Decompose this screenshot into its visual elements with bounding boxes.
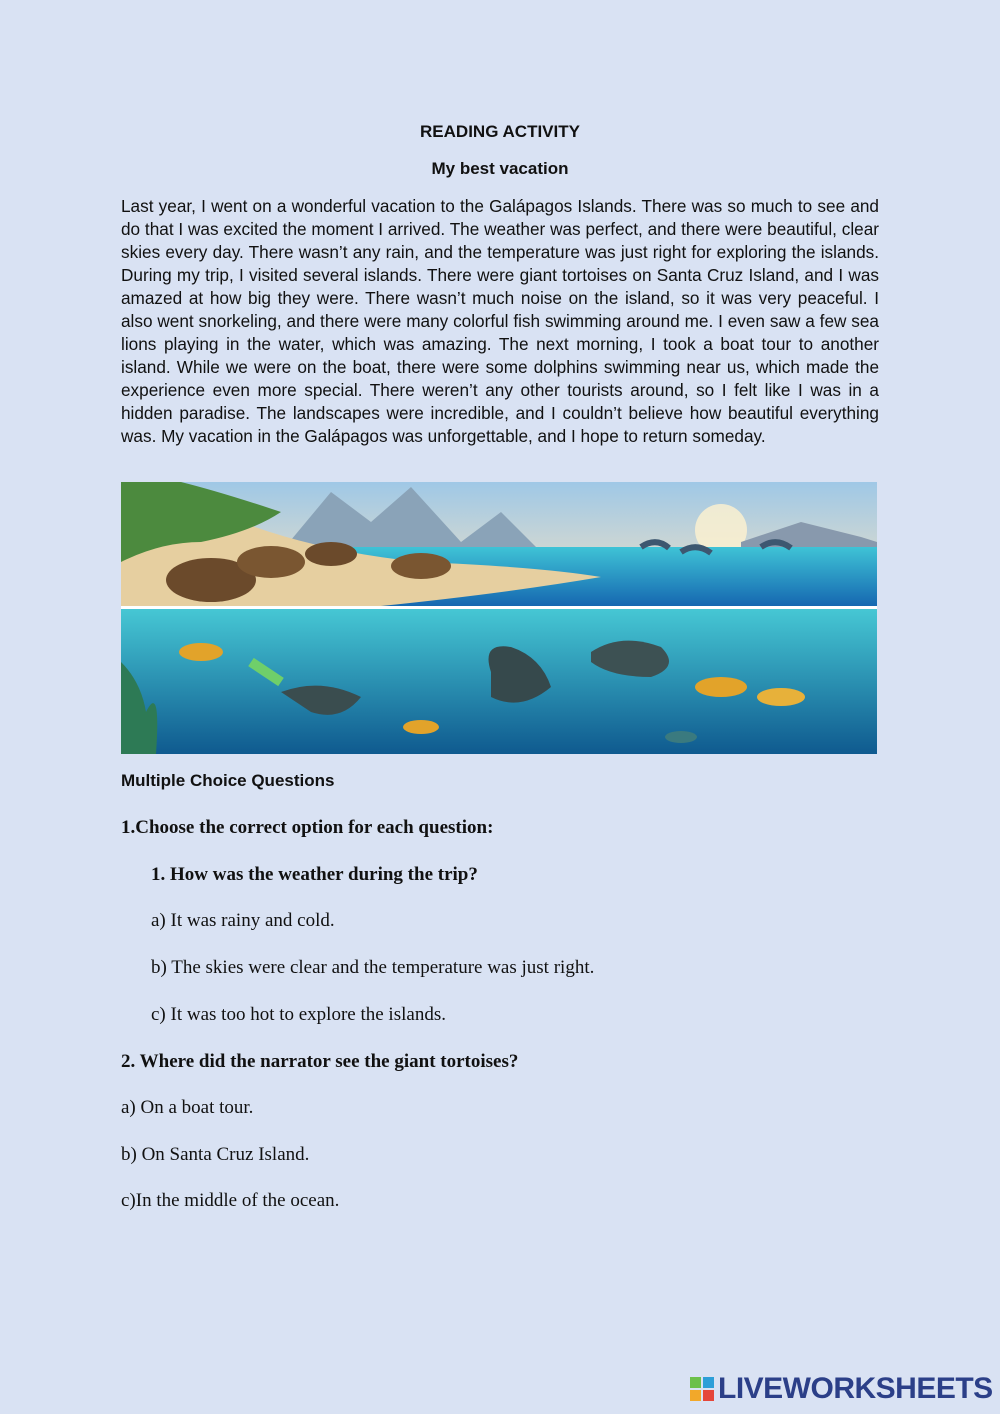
liveworksheets-logo-icon — [690, 1377, 714, 1401]
page-heading: READING ACTIVITY — [420, 122, 580, 141]
question-2: 2. Where did the narrator see the giant tortoises? — [121, 1051, 519, 1072]
galapagos-illustration — [121, 482, 877, 754]
question-1-option-a[interactable]: a) It was rainy and cold. — [151, 910, 335, 931]
question-1: 1. How was the weather during the trip? — [151, 864, 478, 885]
story-title: My best vacation — [431, 159, 569, 178]
liveworksheets-brand — [690, 1373, 993, 1405]
question-2-option-c[interactable]: c)In the middle of the ocean. — [121, 1190, 340, 1211]
question-2-option-a[interactable]: a) On a boat tour. — [121, 1097, 254, 1118]
brand-name: LIVEWORKSHEETS — [718, 1372, 993, 1405]
question-2-option-b[interactable]: b) On Santa Cruz Island. — [121, 1144, 310, 1165]
story-paragraph: Last year, I went on a wonderful vacation to the Galápagos Islands. There was so much to see and do that I was excited the moment I arrived. The weather was perfect, and there were beautiful, clear skies every day. There wasn’t any rain, and the temperature was just right for exploring the islands. During my trip, I visited several islands. There were giant tortoises on Santa Cruz Island, and I was amazed at how big they were. There wasn’t much noise on the island, so it was very peaceful. I also went snorkeling, and there were many colorful fish swimming around me. I even saw a few sea lions playing in the water, which was amazing. The next morning, I took a boat tour to another island. While we were on the boat, there were some dolphins swimming near us, which made the experience even more special. There weren’t any other tourists around, so I felt like I was in a hidden paradise. The landscapes were incredible, and I couldn’t believe how beautiful everything was. My vacation in the Galápagos was unforgettable, and I hope to return someday. — [121, 196, 879, 446]
section-title-multiple-choice: Multiple Choice Questions — [121, 771, 335, 790]
question-1-option-c[interactable]: c) It was too hot to explore the islands. — [151, 1004, 446, 1025]
question-1-option-b[interactable]: b) The skies were clear and the temperature was just right. — [151, 957, 595, 978]
instruction-text: 1.Choose the correct option for each question: — [121, 817, 494, 838]
